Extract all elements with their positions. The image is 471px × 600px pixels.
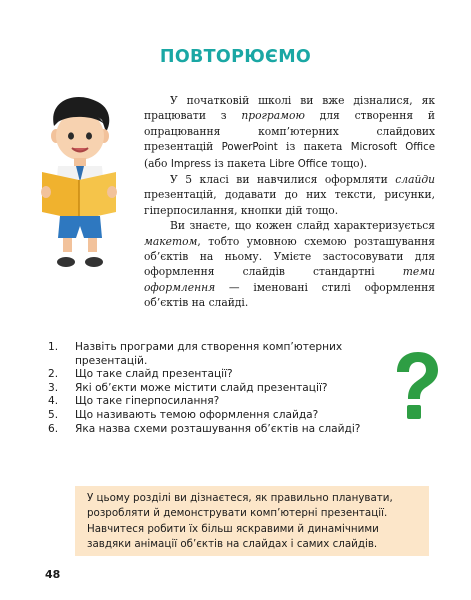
question-item: 1. Назвіть програми для створення комп’ютерних презентацій. bbox=[48, 341, 343, 367]
section-title: ПОВТОРЮЄМО bbox=[159, 47, 312, 67]
question-list bbox=[48, 341, 428, 436]
question-item: 3. Які об’єкти може містити слайд презентації? bbox=[48, 381, 328, 394]
question-item: 4. Що таке гіперпосилання? bbox=[48, 395, 220, 408]
boy-reading-illustration bbox=[36, 92, 122, 270]
intro-text bbox=[144, 93, 435, 311]
section-intro-box: У цьому розділі ви дізнаєтеся, як правильно планувати, розробляти й демонструвати комп’ютерні презентації. Навчитеся робити їх більш яскравими й динамічними завдяки анімації об’єктів на слайдах і самих слайдів. bbox=[75, 486, 429, 556]
intro-paragraph-2: У 5 класі ви навчилися оформляти слайди презентацій, додавати до них тексти, рисунки, гіперпосилання, кнопки дій тощо. bbox=[144, 173, 435, 217]
question-item: 6. Яка назва схеми розташування об’єктів на слайді? bbox=[48, 422, 361, 435]
page-number: 48 bbox=[45, 568, 61, 581]
intro-paragraph-3: Ви знаєте, що кожен слайд характеризується макетом, тобто умовною схемою розташування об’єктів на ньому. Умієте застосовувати для оформлення слайдів стандартні теми оформлення — іменовані стилі оформлення об’єктів на слайді. bbox=[144, 219, 435, 310]
question-mark-icon bbox=[391, 352, 441, 422]
question-item: 2. Що таке слайд презентації? bbox=[48, 368, 233, 381]
intro-paragraph-1: У початковій школі ви вже дізналися, як працювати з програмою для створення й опрацювання комп’ютерних слайдових презентацій PowerPoint із пакета Microsoft Office (або Impress із пакета Libre Office тощо). bbox=[144, 94, 436, 170]
question-item: 5. Що називають темою оформлення слайда? bbox=[48, 408, 319, 421]
